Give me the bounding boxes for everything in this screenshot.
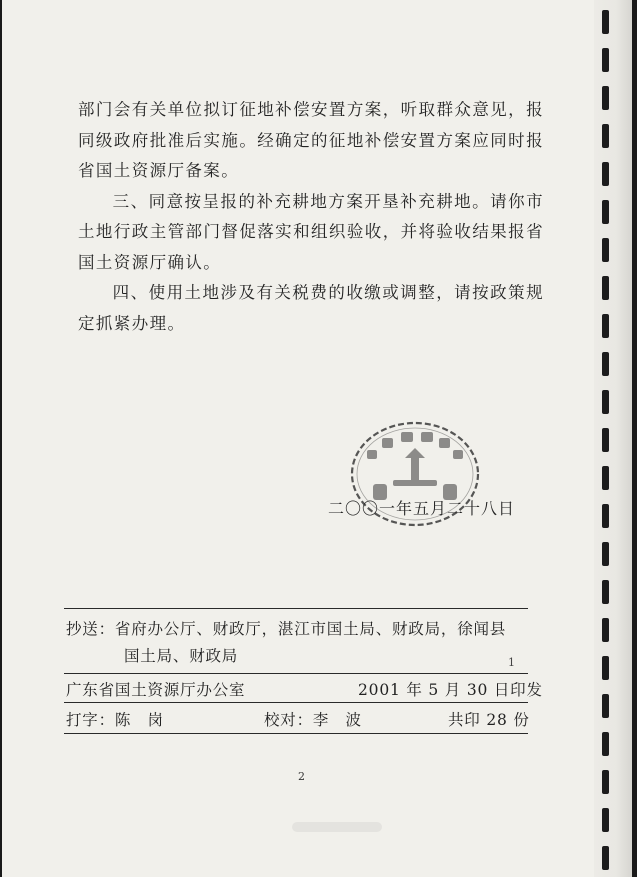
divider [64,733,528,734]
binding-hole [602,124,609,148]
binding-hole [602,162,609,186]
binding-hole [602,808,609,832]
paragraph-4: 四、使用土地涉及有关税费的收缴或调整，请按政策规定抓紧办理。 [78,283,544,333]
divider [64,673,528,674]
binding-hole [602,466,609,490]
ink-mark: 1 [508,656,515,669]
binding-hole [602,428,609,452]
issue-date: 2001 年 5 月 30 日印发 [358,681,543,699]
binding-hole [602,694,609,718]
binding-hole [602,504,609,528]
binding-hole [602,846,609,870]
binding-hole [602,618,609,642]
copy-count: 共印 28 份 [448,711,530,729]
binding-hole [602,276,609,300]
binding-hole [602,542,609,566]
cc-line-1 [66,616,526,643]
divider [64,702,528,703]
proofreader-name: 李 波 [312,711,362,729]
binding-hole [602,314,609,338]
divider [64,608,528,609]
binding-hole [602,580,609,604]
binding-hole [602,390,609,414]
binding-hole [602,238,609,262]
signature-date: 二〇〇一年五月二十八日 [328,499,516,518]
cc-recipients-1: 省府办公厅、财政厅，湛江市国土局、财政局，徐闻县 [114,620,507,638]
binding-holes [602,0,616,877]
smudge [292,822,382,832]
body-text [78,95,544,339]
paragraph-continued: 部门会有关单位拟订征地补偿安置方案，听取群众意见，报同级政府批准后实施。经确定的征地补偿安置方案应同时报省国土资源厅备案。 [78,100,544,180]
cc-label: 抄送： [66,620,115,638]
cc-recipients-2: 国土局、财政局 [124,647,239,665]
document-page [2,0,632,877]
page-shadow [616,0,632,877]
page-number: 2 [298,770,305,783]
binding-hole [602,352,609,376]
binding-hole [602,770,609,794]
cc-block [66,616,526,670]
binding-hole [602,732,609,756]
binding-hole [602,200,609,224]
typist-label: 打字： [66,711,115,729]
paragraph-3: 三、同意按呈报的补充耕地方案开垦补充耕地。请你市土地行政主管部门督促落实和组织验收，并将验收结果报省国土资源厅确认。 [78,191,544,272]
binding-hole [602,86,609,110]
binding-hole [602,656,609,680]
binding-hole [602,48,609,72]
issuer: 广东省国土资源厅办公室 [66,681,246,699]
binding-hole [602,10,609,34]
proofreader [264,708,362,730]
typist [66,708,164,730]
proof-label: 校对： [264,711,313,729]
typist-name: 陈 岗 [114,711,164,729]
